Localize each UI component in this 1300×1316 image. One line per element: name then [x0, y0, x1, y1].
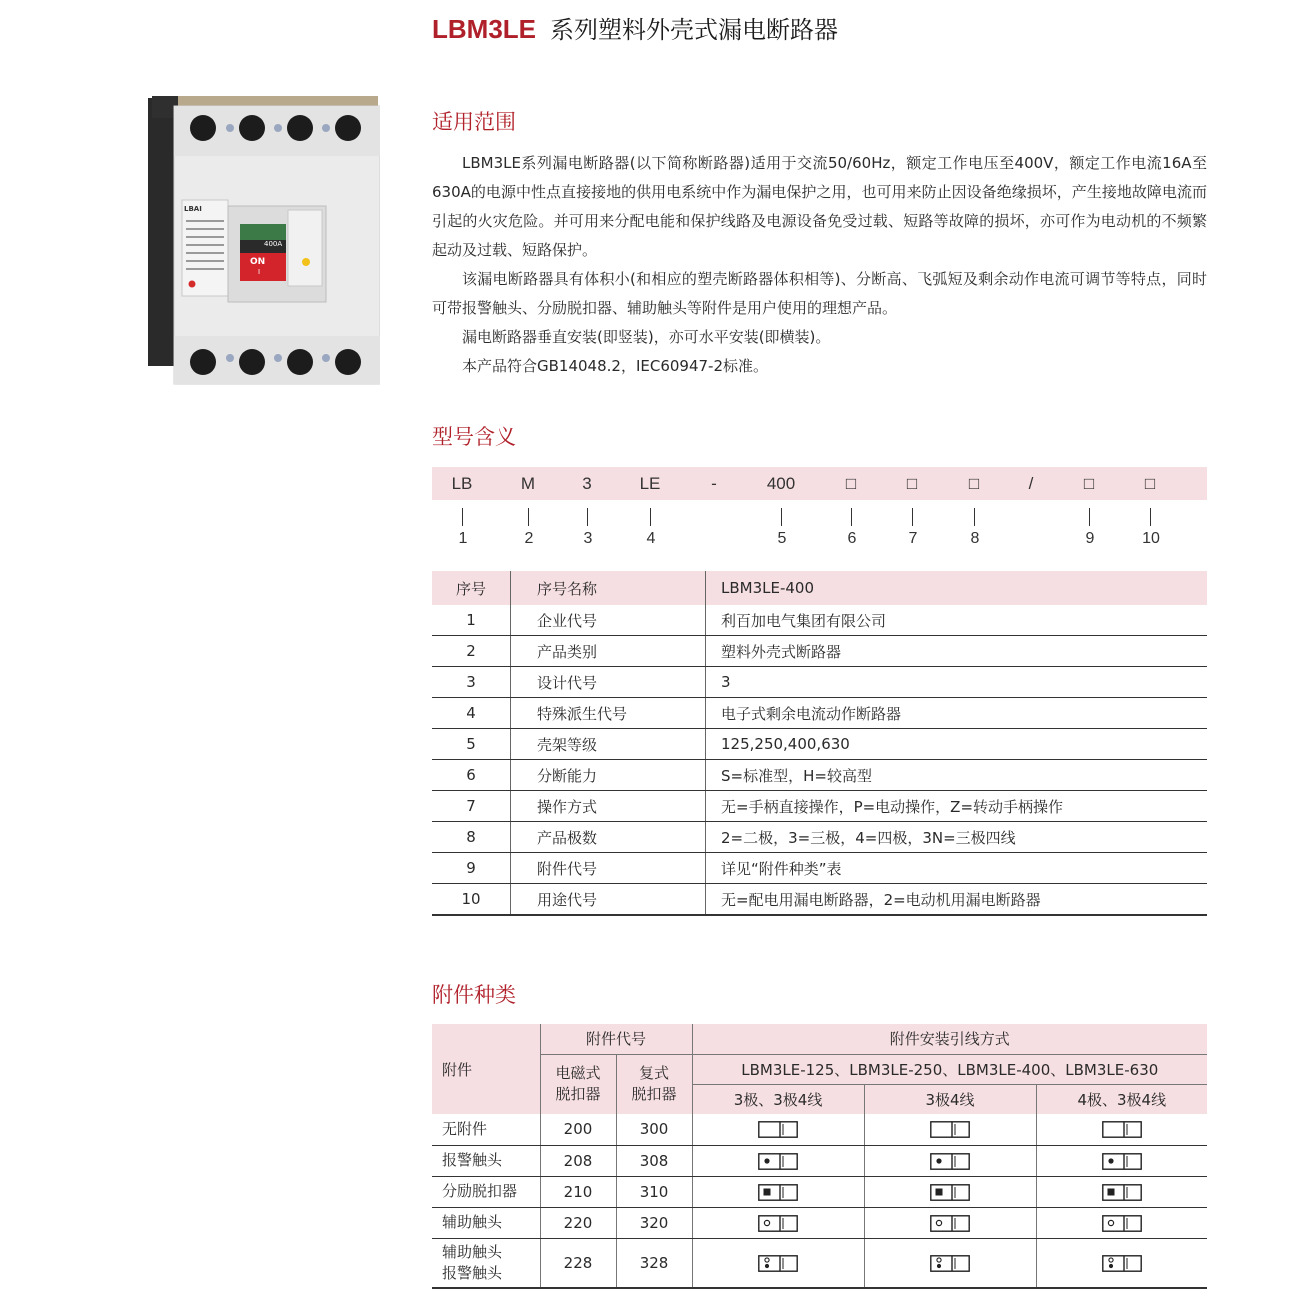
header-compound-release: 复式 脱扣器 — [616, 1054, 692, 1114]
wiring-symbol-icon — [692, 1207, 864, 1238]
index-tick — [781, 508, 782, 526]
em-release-code: 210 — [540, 1176, 616, 1207]
row-value: 塑料外壳式断路器 — [706, 636, 1208, 667]
row-name: 附件代号 — [511, 853, 706, 884]
compound-release-code: 320 — [616, 1207, 692, 1238]
scope-paragraph: 该漏电断路器具有体积小(和相应的塑壳断路器体积相等)、分断高、飞弧短及剩余动作电流可调节等特点，同时可带报警触头、分励脱扣器、辅助触头等附件是用户使用的理想产品。 — [432, 270, 1207, 317]
header-pole-config: 3极4线 — [864, 1084, 1036, 1114]
row-index: 1 — [432, 605, 511, 636]
section-heading-scope: 适用范围 — [432, 110, 516, 134]
row-name: 企业代号 — [511, 605, 706, 636]
compound-release-code: 328 — [616, 1238, 692, 1288]
wiring-symbol-icon — [692, 1176, 864, 1207]
row-index: 5 — [432, 729, 511, 760]
index-number: 9 — [1085, 530, 1095, 547]
row-index: 2 — [432, 636, 511, 667]
row-value: 2=二极，3=三极，4=四极，3N=三极四线 — [706, 822, 1208, 853]
index-number: 6 — [847, 530, 857, 547]
row-name: 用途代号 — [511, 884, 706, 916]
wiring-symbol-icon — [1036, 1176, 1207, 1207]
code-part: 400 — [766, 474, 796, 493]
table-row — [432, 1114, 1207, 1145]
wiring-symbol-icon — [692, 1238, 864, 1288]
index-tick — [912, 508, 913, 526]
table-row — [432, 1238, 1207, 1288]
accessory-name: 辅助触头 — [432, 1207, 540, 1238]
compound-release-code: 310 — [616, 1176, 692, 1207]
em-release-code: 228 — [540, 1238, 616, 1288]
wiring-symbol-icon — [864, 1114, 1036, 1145]
row-name: 产品极数 — [511, 822, 706, 853]
em-release-code: 208 — [540, 1145, 616, 1176]
index-tick — [462, 508, 463, 526]
header-cell: 序号 — [432, 571, 511, 605]
row-name: 特殊派生代号 — [511, 698, 706, 729]
wiring-symbol-icon — [1036, 1145, 1207, 1176]
accessories-table — [432, 1024, 1207, 1289]
row-index: 9 — [432, 853, 511, 884]
scope-paragraph: 本产品符合GB14048.2，IEC60947-2标准。 — [462, 357, 768, 375]
table-row — [432, 729, 1207, 760]
index-tick — [650, 508, 651, 526]
index-number: 8 — [970, 530, 980, 547]
header-em-release: 电磁式 脱扣器 — [540, 1054, 616, 1114]
section-heading-accessories: 附件种类 — [432, 983, 516, 1007]
table-row — [432, 791, 1207, 822]
header-wiring: 附件安装引线方式 — [692, 1024, 1207, 1054]
table-row — [432, 1207, 1207, 1238]
index-tick — [851, 508, 852, 526]
scope-paragraphs — [432, 149, 1207, 381]
row-index: 8 — [432, 822, 511, 853]
wiring-symbol-icon — [864, 1176, 1036, 1207]
index-number: 1 — [458, 530, 468, 547]
header-models: LBM3LE-125、LBM3LE-250、LBM3LE-400、LBM3LE-630 — [692, 1054, 1207, 1084]
wiring-symbol-icon — [1036, 1114, 1207, 1145]
header-cell: 序号名称 — [511, 571, 706, 605]
table-row — [432, 884, 1207, 916]
table-row — [432, 1145, 1207, 1176]
index-tick — [587, 508, 588, 526]
off-label: I — [258, 268, 261, 276]
header-pole-config: 4极、3极4线 — [1036, 1084, 1207, 1114]
index-number: 3 — [583, 530, 593, 547]
model-meaning-table — [432, 571, 1207, 916]
em-release-code: 200 — [540, 1114, 616, 1145]
code-part: / — [1028, 474, 1034, 493]
row-index: 7 — [432, 791, 511, 822]
row-name: 操作方式 — [511, 791, 706, 822]
code-part: □ — [906, 474, 918, 493]
row-index: 10 — [432, 884, 511, 916]
section-heading-model: 型号含义 — [432, 425, 516, 449]
table-row — [432, 636, 1207, 667]
row-value: 无=配电用漏电断路器，2=电动机用漏电断路器 — [706, 884, 1208, 916]
wiring-symbol-icon — [864, 1145, 1036, 1176]
row-value: 无=手柄直接操作，P=电动操作，Z=转动手柄操作 — [706, 791, 1208, 822]
header-code: 附件代号 — [540, 1024, 692, 1054]
code-part: LB — [451, 474, 473, 493]
on-label: ON — [250, 257, 266, 267]
code-part: □ — [1144, 474, 1156, 493]
wiring-symbol-icon — [692, 1145, 864, 1176]
index-number: 5 — [777, 530, 787, 547]
row-name: 设计代号 — [511, 667, 706, 698]
title-text: 系列塑料外壳式漏电断路器 — [550, 16, 838, 44]
page-title — [432, 10, 838, 45]
table-row — [432, 1176, 1207, 1207]
header-pole-config: 3极、3极4线 — [692, 1084, 864, 1114]
index-tick — [1150, 508, 1151, 526]
index-tick — [1089, 508, 1090, 526]
code-part: LE — [639, 474, 661, 493]
row-name: 产品类别 — [511, 636, 706, 667]
table-row — [432, 667, 1207, 698]
model-code-band — [432, 467, 1207, 500]
code-part: M — [520, 474, 536, 493]
table-row — [432, 760, 1207, 791]
wiring-symbol-icon — [692, 1114, 864, 1145]
scope-paragraph: LBM3LE系列漏电断路器(以下简称断路器)适用于交流50/60Hz，额定工作电压至400V，额定工作电流16A至630A的电源中性点直接接地的供用电系统中作为漏电保护之用，也可用来防止因设备绝缘损坏，产生接地故障电流而引起的火灾危险。并可用来分配电能和保护线路及电源设备免受过载、短路等故障的损坏，亦可作为电动机的不频繁起动及过载、短路保护。 — [432, 154, 1207, 259]
index-number: 2 — [524, 530, 534, 547]
row-name: 分断能力 — [511, 760, 706, 791]
code-part: □ — [845, 474, 857, 493]
index-number: 4 — [646, 530, 656, 547]
code-part: 3 — [582, 474, 592, 493]
row-index: 6 — [432, 760, 511, 791]
row-value: 125,250,400,630 — [706, 729, 1208, 760]
index-number: 10 — [1142, 530, 1160, 547]
row-name: 壳架等级 — [511, 729, 706, 760]
row-value: S=标准型，H=较高型 — [706, 760, 1208, 791]
table-header-row — [432, 571, 1207, 605]
wiring-symbol-icon — [864, 1238, 1036, 1288]
table-row — [432, 605, 1207, 636]
wiring-symbol-icon — [864, 1207, 1036, 1238]
accessory-name: 辅助触头 报警触头 — [432, 1238, 540, 1288]
row-index: 4 — [432, 698, 511, 729]
index-number: 7 — [908, 530, 918, 547]
header-cell: LBM3LE-400 — [706, 571, 1208, 605]
em-release-code: 220 — [540, 1207, 616, 1238]
wiring-symbol-icon — [1036, 1238, 1207, 1288]
scope-paragraph: 漏电断路器垂直安装(即竖装)，亦可水平安装(即横装)。 — [462, 328, 831, 346]
accessory-name: 分励脱扣器 — [432, 1176, 540, 1207]
compound-release-code: 308 — [616, 1145, 692, 1176]
table-row — [432, 822, 1207, 853]
table-row — [432, 853, 1207, 884]
row-value: 利百加电气集团有限公司 — [706, 605, 1208, 636]
rating-label: 400A — [264, 240, 283, 248]
compound-release-code: 300 — [616, 1114, 692, 1145]
title-model: LBM3LE — [432, 14, 536, 44]
code-part: □ — [968, 474, 980, 493]
table-row — [432, 698, 1207, 729]
index-tick — [974, 508, 975, 526]
row-index: 3 — [432, 667, 511, 698]
row-value: 详见“附件种类”表 — [706, 853, 1208, 884]
index-tick — [528, 508, 529, 526]
code-part: - — [711, 474, 717, 493]
header-accessory: 附件 — [432, 1024, 540, 1114]
accessory-name: 报警触头 — [432, 1145, 540, 1176]
row-value: 3 — [706, 667, 1208, 698]
accessory-name: 无附件 — [432, 1114, 540, 1145]
row-value: 电子式剩余电流动作断路器 — [706, 698, 1208, 729]
wiring-symbol-icon — [1036, 1207, 1207, 1238]
brand-logo: LBAI — [184, 205, 202, 213]
code-part: □ — [1083, 474, 1095, 493]
